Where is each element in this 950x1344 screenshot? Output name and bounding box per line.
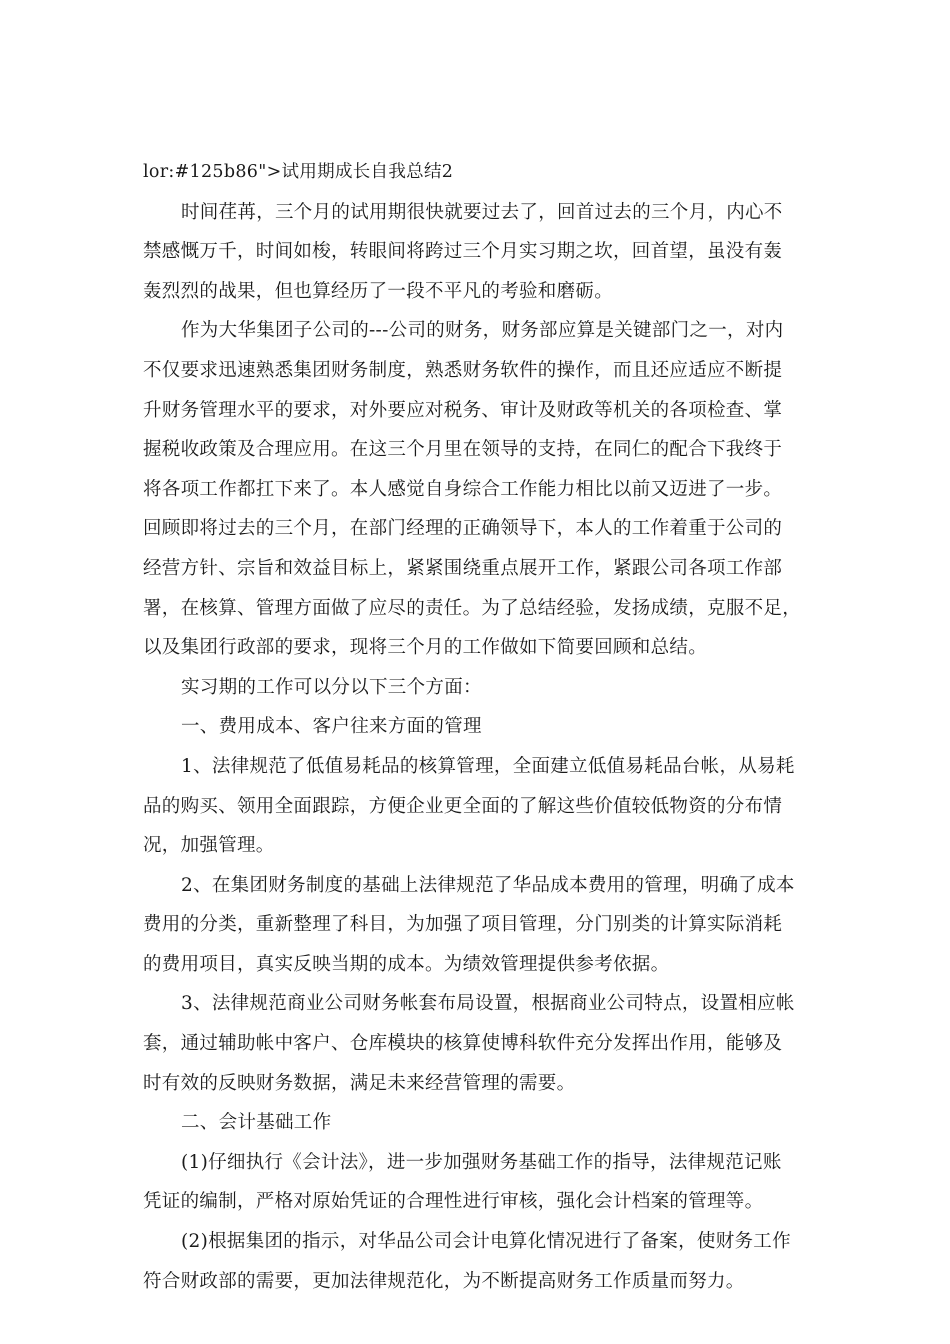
paragraph-line: 3、法律规范商业公司财务帐套布局设置，根据商业公司特点，设置相应帐 (181, 993, 795, 1015)
paragraph-line: 经营方针、宗旨和效益目标上，紧紧围绕重点展开工作，紧跟公司各项工作部 (143, 557, 783, 579)
paragraph (143, 1143, 808, 1222)
paragraph (143, 311, 808, 667)
paragraph-line: 不仅要求迅速熟悉集团财务制度，熟悉财务软件的操作，而且还应适应不断提 (143, 359, 783, 381)
paragraph-line: 署，在核算、管理方面做了应尽的责任。为了总结经验，发扬成绩，克服不足， (143, 597, 802, 619)
paragraph-line: 握税收政策及合理应用。在这三个月里在领导的支持，在同仁的配合下我终于 (143, 439, 783, 461)
paragraph-line: 作为大华集团子公司的---公司的财务，财务部应算是关键部门之一，对内 (181, 320, 784, 342)
document-page (143, 153, 808, 1301)
paragraph-line: 1、法律规范了低值易耗品的核算管理，全面建立低值易耗品台帐，从易耗 (181, 755, 795, 777)
paragraph (143, 193, 808, 312)
paragraph (143, 866, 808, 985)
paragraph (143, 1103, 808, 1143)
paragraph-line: 一、费用成本、客户往来方面的管理 (181, 716, 482, 738)
document-title: lor:#125b86">试用期成长自我总结2 (143, 162, 454, 182)
paragraph-line: 回顾即将过去的三个月，在部门经理的正确领导下，本人的工作着重于公司的 (143, 518, 783, 540)
paragraph-line: 二、会计基础工作 (181, 1112, 332, 1134)
paragraph-line: 品的购买、领用全面跟踪，方便企业更全面的了解这些价值较低物资的分布情 (143, 795, 783, 817)
paragraph-line: 将各项工作都扛下来了。本人感觉自身综合工作能力相比以前又迈进了一步。 (143, 478, 783, 500)
paragraph (143, 668, 808, 708)
paragraph-line: 升财务管理水平的要求，对外要应对税务、审计及财政等机关的各项检查、掌 (143, 399, 783, 421)
document-body (143, 193, 808, 1302)
paragraph-line: 实习期的工作可以分以下三个方面： (181, 676, 482, 698)
paragraph-line: 费用的分类，重新整理了科目，为加强了项目管理，分门别类的计算实际消耗 (143, 914, 783, 936)
paragraph-line: 况，加强管理。 (143, 835, 275, 857)
paragraph-line: (1)仔细执行《会计法》，进一步加强财务基础工作的指导，法律规范记账 (181, 1151, 782, 1173)
paragraph-line: (2)根据集团的指示，对华品公司会计电算化情况进行了备案，使财务工作 (181, 1231, 791, 1253)
paragraph-line: 套，通过辅助帐中客户、仓库模块的核算使博科软件充分发挥出作用，能够及 (143, 1033, 783, 1055)
paragraph-line: 符合财政部的需要，更加法律规范化，为不断提高财务工作质量而努力。 (143, 1270, 745, 1292)
paragraph-line: 时有效的反映财务数据，满足未来经营管理的需要。 (143, 1072, 576, 1094)
paragraph-line: 禁感慨万千，时间如梭，转眼间将跨过三个月实习期之坎，回首望，虽没有轰 (143, 241, 783, 263)
paragraph-line: 2、在集团财务制度的基础上法律规范了华品成本费用的管理，明确了成本 (181, 874, 795, 896)
paragraph-line: 的费用项目，真实反映当期的成本。为绩效管理提供参考依据。 (143, 953, 670, 975)
paragraph-line: 时间荏苒，三个月的试用期很快就要过去了，回首过去的三个月，内心不 (181, 201, 783, 223)
paragraph (143, 707, 808, 747)
paragraph (143, 984, 808, 1103)
paragraph-line: 轰烈烈的战果，但也算经历了一段不平凡的考验和磨砺。 (143, 280, 614, 302)
paragraph (143, 1222, 808, 1301)
paragraph-line: 凭证的编制，严格对原始凭证的合理性进行审核，强化会计档案的管理等。 (143, 1191, 764, 1213)
paragraph-line: 以及集团行政部的要求，现将三个月的工作做如下简要回顾和总结。 (143, 637, 708, 659)
paragraph (143, 747, 808, 866)
